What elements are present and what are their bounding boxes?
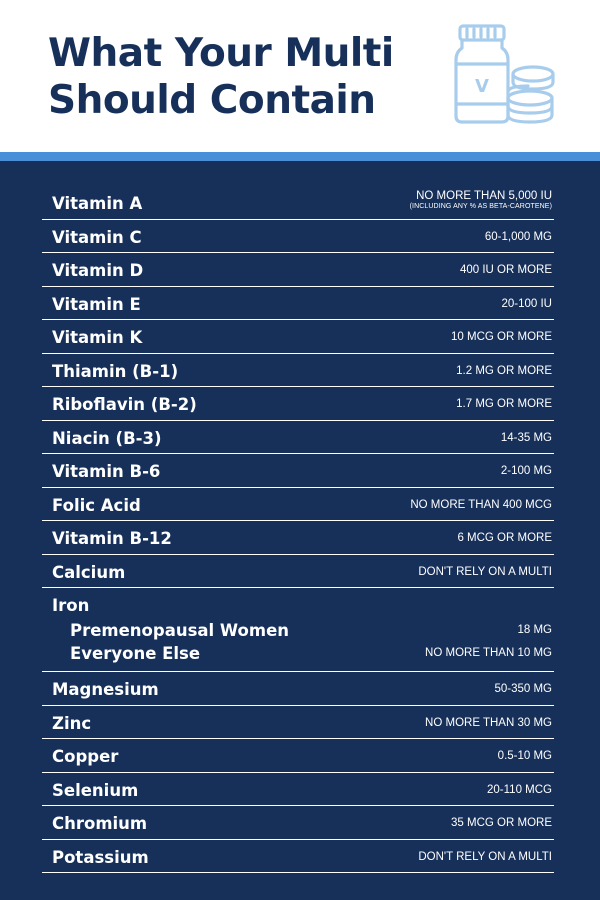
table-row <box>42 421 554 455</box>
table-row <box>42 773 554 807</box>
nutrient-amount <box>418 851 552 863</box>
nutrient-name: Vitamin B-6 <box>52 462 161 481</box>
nutrient-name: Selenium <box>52 780 139 800</box>
table-row <box>42 806 554 840</box>
amount-text: 20-100 IU <box>501 297 552 310</box>
table-row <box>42 387 554 421</box>
nutrient-amount <box>501 298 552 310</box>
vitamin-bottle-icon <box>452 24 556 128</box>
table-row <box>42 354 554 388</box>
nutrient-amount <box>457 532 552 544</box>
amount-text: 0.5-10 MG <box>497 750 552 762</box>
table-row <box>42 320 554 354</box>
amount-note: (INCLUDING ANY % AS BETA-CAROTENE) <box>409 203 552 210</box>
nutrient-amount <box>498 750 552 762</box>
header <box>0 0 600 152</box>
nutrient-amount <box>487 784 552 796</box>
sub-row <box>52 621 552 643</box>
amount-text: 14-35 MG <box>500 431 552 444</box>
amount-text: NO MORE THAN 5,000 IU <box>416 190 552 202</box>
amount-text: 6 MCG OR MORE <box>457 532 552 544</box>
nutrient-name: Zinc <box>52 713 92 733</box>
table-row <box>42 672 554 706</box>
nutrient-amount <box>460 264 552 276</box>
nutrient-name: Magnesium <box>52 680 159 699</box>
amount-text: DON'T RELY ON A MULTI <box>418 565 552 578</box>
nutrient-amount <box>494 683 552 695</box>
amount-text: DON'T RELY ON A MULTI <box>418 850 552 863</box>
nutrient-name: Vitamin A <box>52 194 143 213</box>
nutrient-amount <box>485 231 552 243</box>
nutrient-name: Riboflavin (B-2) <box>52 395 197 414</box>
table-row <box>42 588 554 672</box>
table-row <box>42 706 554 740</box>
nutrient-amount <box>456 398 552 410</box>
nutrient-amount <box>410 499 552 511</box>
nutrient-panel <box>0 161 600 900</box>
amount-text: 1.7 MG OR MORE <box>456 398 552 410</box>
group-amount: 18 MG <box>517 624 552 636</box>
group-amount: NO MORE THAN 10 MG <box>425 647 552 659</box>
nutrient-name: Calcium <box>52 562 126 582</box>
table-row <box>42 739 554 773</box>
nutrient-name: Niacin (B-3) <box>52 428 162 448</box>
bottle-letter: V <box>475 76 489 97</box>
nutrient-amount <box>410 190 552 210</box>
table-row <box>42 220 554 254</box>
table-row <box>42 488 554 522</box>
nutrient-name: Thiamin (B-1) <box>52 361 179 381</box>
title-line-1: What Your Multi <box>48 31 394 76</box>
page-title <box>48 30 394 124</box>
amount-text: 400 IU OR MORE <box>459 264 552 276</box>
nutrient-amount <box>501 432 552 444</box>
accent-stripe <box>0 152 600 161</box>
table-row <box>42 186 554 220</box>
nutrient-name: Vitamin K <box>52 328 143 347</box>
amount-text: 10 MCG OR MORE <box>451 331 552 343</box>
group-name: Everyone Else <box>70 644 201 663</box>
nutrient-name: Vitamin E <box>52 294 141 314</box>
nutrient-table <box>42 186 554 873</box>
amount-text: NO MORE THAN 400 MCG <box>410 498 552 511</box>
table-row <box>42 521 554 555</box>
nutrient-name: Iron <box>52 596 90 615</box>
table-row <box>42 253 554 287</box>
nutrient-name: Folic Acid <box>52 495 141 515</box>
sub-row <box>52 644 552 666</box>
nutrient-amount <box>501 465 552 477</box>
table-row <box>42 840 554 874</box>
nutrient-amount <box>451 331 552 343</box>
nutrient-amount <box>456 365 552 377</box>
amount-text: 50-350 MG <box>494 683 552 695</box>
nutrient-amount <box>418 566 552 578</box>
nutrient-name: Copper <box>52 747 119 766</box>
nutrient-name: Vitamin B-12 <box>52 529 172 548</box>
title-line-2: Should Contain <box>48 78 376 123</box>
table-row <box>42 454 554 488</box>
amount-text: 2-100 MG <box>500 465 552 477</box>
amount-text: 35 MCG OR MORE <box>451 817 552 829</box>
amount-text: NO MORE THAN 30 MG <box>425 716 552 729</box>
nutrient-name: Vitamin C <box>52 227 142 247</box>
group-name: Premenopausal Women <box>70 621 290 640</box>
nutrient-name: Chromium <box>52 814 148 833</box>
amount-text: 1.2 MG OR MORE <box>456 364 552 377</box>
amount-text: 20-110 MCG <box>487 783 552 796</box>
nutrient-amount <box>425 717 552 729</box>
table-row <box>42 555 554 589</box>
amount-text: 60-1,000 MG <box>484 230 552 243</box>
nutrient-name: Potassium <box>52 847 149 867</box>
table-row <box>42 287 554 321</box>
nutrient-name: Vitamin D <box>52 261 144 280</box>
nutrient-amount <box>451 817 552 829</box>
